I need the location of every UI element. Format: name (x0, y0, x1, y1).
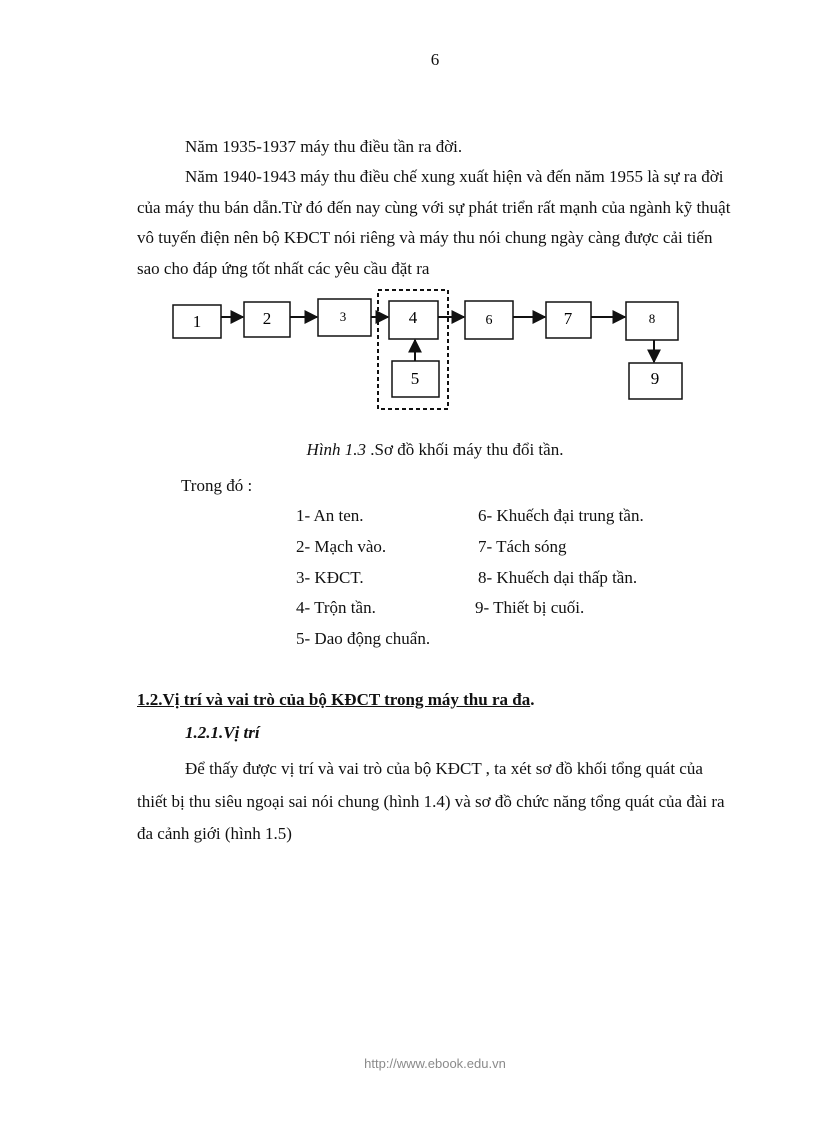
block-8-label: 8 (648, 311, 656, 326)
legend-item: 6- Khuếch đại trung tần. (478, 506, 644, 525)
block-diagram (0, 0, 816, 440)
block-6 (465, 301, 513, 339)
legend-item: 4- Trộn tần. (296, 598, 376, 617)
block-9 (629, 363, 682, 399)
subsection-heading: 1.2.1.Vị trí (185, 723, 260, 742)
paragraph-3: Để thấy được vị trí và vai trò của bộ KĐCT , ta xét sơ đồ khối tổng quát của thiết bị thu siêu ngoại sai nói chung (hình 1.4) và sơ đồ chức năng tổng quát của đài ra đa cảnh giới (hình 1.5) (137, 759, 725, 843)
block-4 (389, 301, 438, 339)
legend-item: 5- Dao động chuẩn. (296, 629, 431, 648)
figure-caption (0, 440, 816, 460)
block-5 (392, 361, 439, 397)
legend-item: 8- Khuếch dại thấp tần. (478, 568, 638, 587)
legend-item: 1- An ten. (296, 506, 364, 525)
figure-caption-text: .Sơ đồ khối máy thu đổi tần. (366, 440, 564, 459)
block-7-label: 7 (563, 309, 573, 328)
block-4-label: 4 (408, 308, 418, 327)
block-6-label: 6 (485, 313, 493, 328)
paragraph-1: Năm 1935-1937 máy thu điều tần ra đời. (185, 137, 463, 156)
block-7 (546, 302, 591, 338)
block-1-label: 1 (192, 312, 202, 331)
footer-url: http://www.ebook.edu.vn (364, 1056, 506, 1071)
section-heading: 1.2.Vị trí và vai trò của bộ KĐCT trong máy thu ra đa. (137, 690, 535, 709)
block-8 (626, 302, 678, 340)
block-2 (244, 302, 290, 337)
legend-item: 7- Tách sóng (478, 537, 567, 556)
page-number: 6 (430, 50, 440, 69)
figure-label: Hình 1.3 (306, 440, 367, 459)
paragraph-2: Năm 1940-1943 máy thu điều chế xung xuất hiện và đến năm 1955 là sự ra đời của máy thu bán dẫn.Từ đó đến nay cùng với sự phát triển rất mạnh của ngành kỹ thuật vô tuyến điện nên bộ KĐCT nói riêng và máy thu nói chung ngày càng được cải tiến sao cho đáp ứng tốt nhất các yêu cầu đặt ra (137, 167, 731, 278)
legend-item: 2- Mạch vào. (296, 537, 387, 556)
block-3-label: 3 (339, 309, 347, 324)
block-3 (318, 299, 371, 336)
block-2-label: 2 (262, 309, 272, 328)
block-9-label: 9 (650, 369, 660, 388)
block-5-label: 5 (410, 369, 420, 388)
legend-item: 3- KĐCT. (296, 568, 364, 587)
legend-intro: Trong đó : (181, 476, 253, 495)
block-1 (173, 305, 221, 338)
legend-item: 9- Thiết bị cuối. (475, 598, 585, 617)
